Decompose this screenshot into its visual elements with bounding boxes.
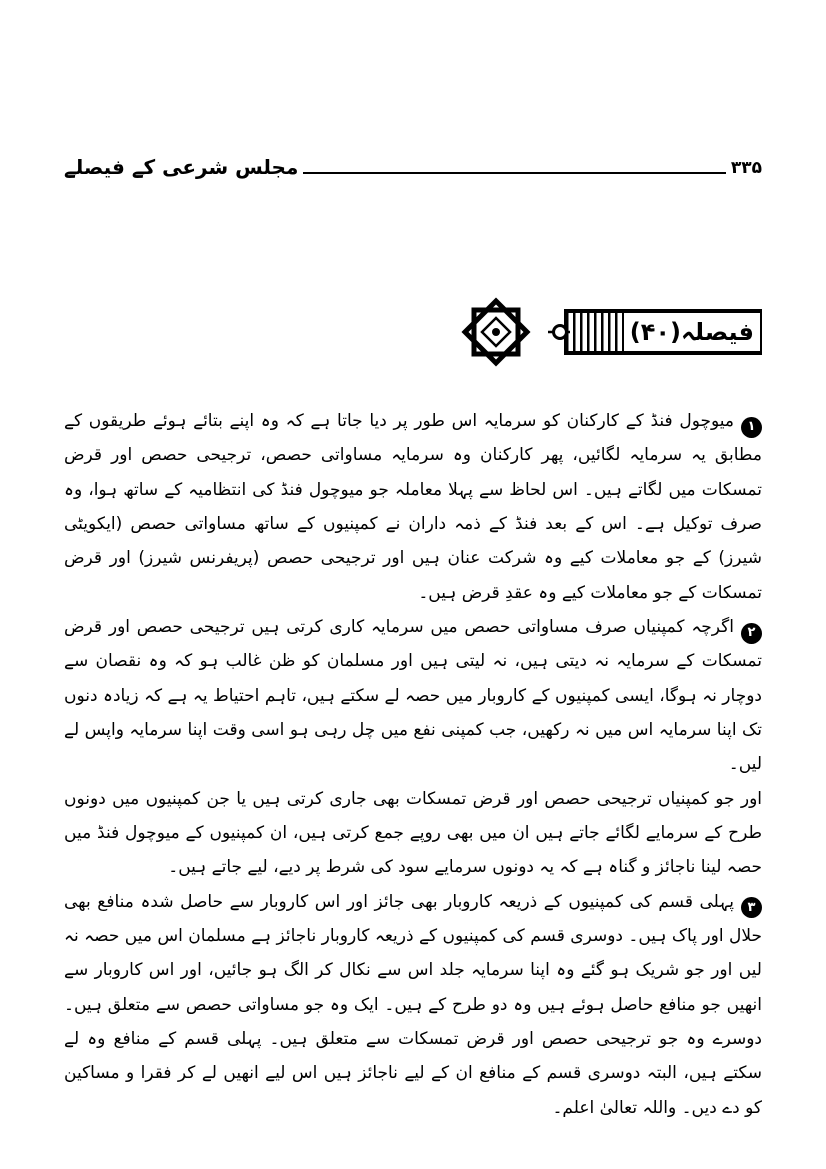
header-rule xyxy=(303,172,726,174)
decision-text xyxy=(64,404,762,1125)
running-title: مجلس شرعی کے فیصلے xyxy=(64,155,299,179)
chapter-banner xyxy=(64,296,762,368)
paragraph-3 xyxy=(64,782,762,885)
paragraph-2 xyxy=(64,610,762,782)
numbered-bullet-2: ۲ xyxy=(741,623,762,644)
paragraph-4-text: پہلی قسم کی کمپنیوں کے ذریعہ کاروبار بھی جائز اور اس کاروبار سے حاصل شدہ منافع بھی حلال اور پاک ہیں۔ دوسری قسم کی کمپنیوں کے ذریعہ کاروبار ناجائز ہے مسلمان اس میں حصہ نہ لیں اور جو شریک ہو گئے وہ اپنا سرمایہ جلد اس سے نکال کر الگ ہو جائیں، اور اس کاروبار سے انھیں جو منافع حاصل ہوئے ہیں وہ دو طرح کے ہیں۔ ایک وہ جو مساواتی حصص سے متعلق ہیں۔ دوسرے وہ جو ترجیحی حصص اور قرض تمسکات سے متعلق ہیں۔ پہلی قسم کے منافع وہ لے سکتے ہیں، البتہ دوسری قسم کے منافع ان کے لیے ناجائز ہیں اس لیے انھیں لے کر فقرا و مساکین کو دے دیں۔ واللہ تعالیٰ اعلم۔ xyxy=(64,891,762,1118)
numbered-bullet-1: ۱ xyxy=(741,417,762,438)
banner-stripes-decoration xyxy=(566,313,624,351)
page-header xyxy=(64,148,762,178)
page-number: ۳۳۵ xyxy=(730,157,762,178)
paragraph-2-text: اگرچہ کمپنیاں صرف مساواتی حصص میں سرمایہ کاری کرتی ہیں ترجیحی حصص اور قرض تمسکات کے سرمایہ نہ دیتی ہیں، نہ لیتی ہیں اور مسلمان کو ظن غالب ہو کہ وہ نقصان سے دوچار نہ ہوگا، ایسی کمپنیوں کے کاروبار میں حصہ لے سکتے ہیں، تاہم احتیاط یہ ہے کہ زیادہ دنوں تک اپنا سرمایہ اس میں نہ رکھیں، جب کمپنی نفع میں چل رہی ہو اسی وقت اپنا سرمایہ واپس لے لیں۔ xyxy=(64,616,762,775)
paragraph-1 xyxy=(64,404,762,610)
numbered-bullet-3: ۳ xyxy=(741,897,762,918)
paragraph-1-text: میوچول فنڈ کے کارکنان کو سرمایہ اس طور پر دیا جاتا ہے کہ وہ اپنے بتائے ہوئے طریقوں کے مطابق یہ سرمایہ لگائیں، پھر کارکنان وہ سرمایہ مساواتی حصص، ترجیحی حصص اور قرض تمسکات میں لگاتے ہیں۔ اس لحاظ سے پہلا معاملہ جو میوچول فنڈ کی انتظامیہ کے ساتھ ہوا، وہ صرف توکیل ہے۔ اس کے بعد فنڈ کے ذمہ داران نے کمپنیوں کے ساتھ مساواتی حصص (ایکویٹی شیرز) کے جو معاملات کیے وہ شرکت عنان ہیں اور ترجیحی حصص (پریفرنس شیرز) اور قرض تمسکات کے جو معاملات کیے وہ عقدِ قرض ہیں۔ xyxy=(64,411,762,603)
interlaced-knot-icon xyxy=(452,296,570,368)
banner-box xyxy=(564,309,762,355)
paragraph-4 xyxy=(64,885,762,1125)
paragraph-3-text: اور جو کمپنیاں ترجیحی حصص اور قرض تمسکات بھی جاری کرتی ہیں یا جن کمپنیوں میں دونوں طرح کے سرمایے لگائے جاتے ہیں ان میں بھی روپے جمع کرتی ہیں، ان کمپنیوں کے میوچول فنڈ میں حصہ لینا ناجائز و گناہ ہے کہ یہ دونوں سرمایے سود کی شرط پر دیے، لیے جاتے ہیں۔ xyxy=(64,788,762,878)
banner-title: فیصلہ(۴۰) xyxy=(629,318,754,346)
